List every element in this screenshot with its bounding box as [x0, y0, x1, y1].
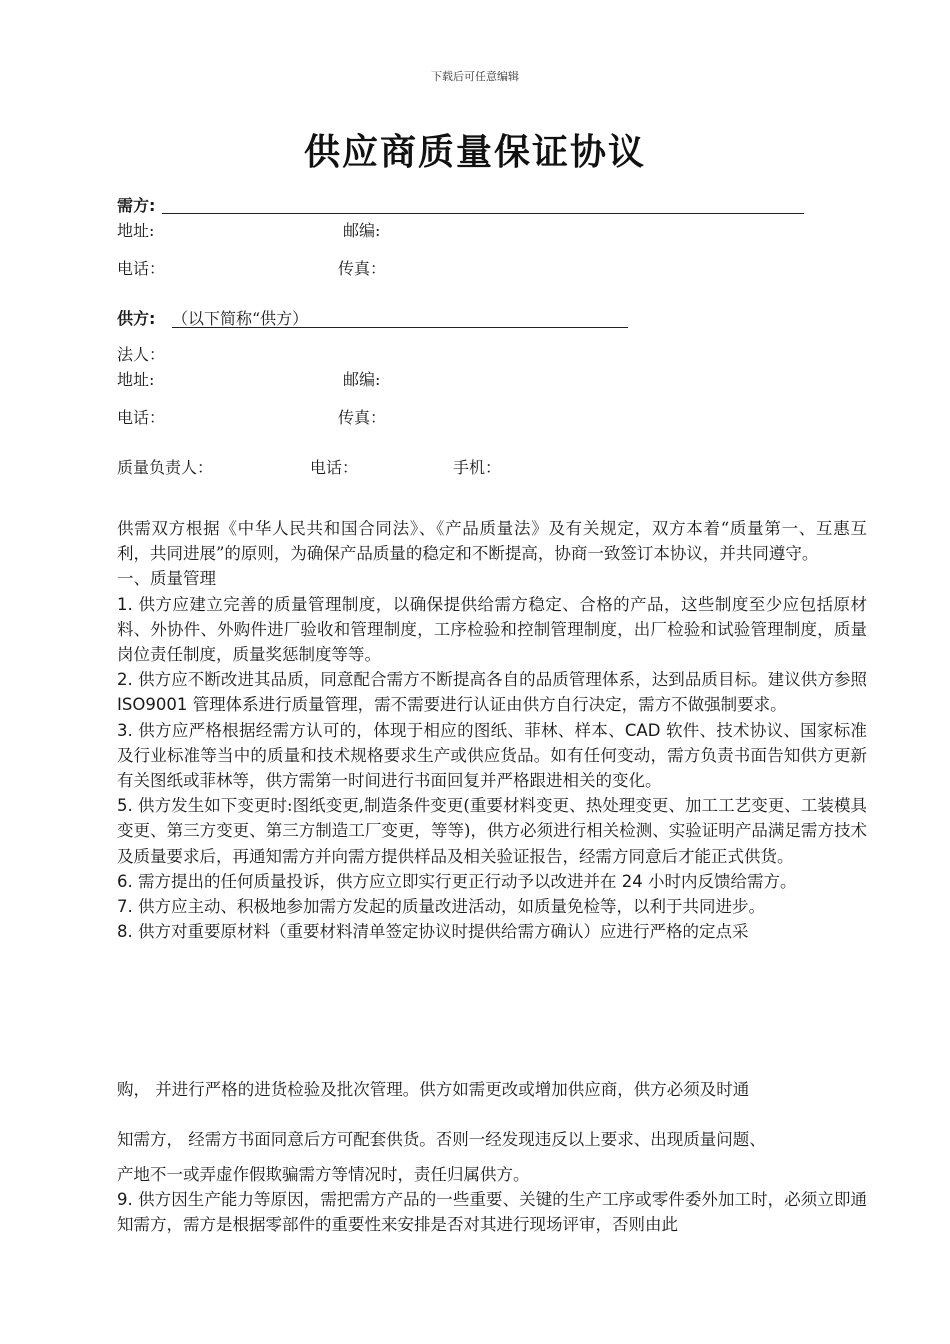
- supplier-colon: :: [149, 309, 156, 328]
- clause-8-line-4: 产地不一或弄虚作假欺骗需方等情况时，责任归属供方。: [117, 1165, 530, 1184]
- clause-9-number: 9.: [117, 1190, 133, 1209]
- supplier-postcode-label: 邮编:: [343, 370, 381, 389]
- clause-6-number: 6.: [117, 871, 133, 891]
- buyer-phone-label: 电话：: [117, 259, 166, 278]
- clause-7: [117, 894, 867, 919]
- clause-2-iso: ISO9001: [117, 695, 188, 715]
- quality-mobile-label: 手机：: [453, 458, 502, 477]
- clause-2-text-b: 管理体系进行质量管理，需不需要进行认证由供方自行决定，需方不做强制要求。: [192, 695, 787, 715]
- clause-1: [117, 592, 867, 668]
- clause-6-text-a: 需方提出的任何质量投诉，供方应立即实行更正行动予以改进并在: [138, 871, 617, 891]
- buyer-colon: :: [149, 196, 156, 215]
- supplier-label: 供方: [117, 309, 150, 328]
- clause-1-number: 1.: [117, 594, 133, 614]
- clause-1-text: 供方应建立完善的质量管理制度，以确保提供给需方稳定、合格的产品，这些制度至少应包括原材料、外协件、外购件进厂验收和管理制度，工序检验和控制管理制度，出厂检验和试验管理制度，质量岗位责任制度，质量奖惩制度等等。: [117, 594, 867, 665]
- clause-5: [117, 793, 867, 869]
- clause-6-text-b: 小时内反馈给需方。: [648, 871, 797, 891]
- clause-8-number: 8.: [117, 922, 133, 942]
- supplier-phone-label: 电话：: [117, 408, 166, 427]
- clause-3: [117, 718, 867, 794]
- clause-7-text: 供方应主动、积极地参加需方发起的质量改进活动，如质量免检等，以利于共同进步。: [138, 897, 765, 917]
- quality-phone-label: 电话：: [310, 458, 359, 477]
- clause-8-line-2: 购， 并进行严格的进货检验及批次管理。供方如需更改或增加供应商，供方必须及时通: [117, 1080, 750, 1099]
- clause-9: [117, 1187, 867, 1237]
- header-note: 下载后可任意编辑: [431, 70, 519, 83]
- clause-7-number: 7.: [117, 897, 133, 917]
- clause-3-number: 3.: [117, 720, 133, 740]
- clause-8-text-1: 供方对重要原材料（重要材料清单签定协议时提供给需方确认）应进行严格的定点采: [138, 922, 749, 942]
- section-1-title: 一、质量管理: [117, 569, 216, 589]
- clause-8-line-1: [117, 919, 867, 944]
- clause-5-text: 供方发生如下变更时:图纸变更,制造条件变更(重要材料变更、热处理变更、加工工艺变更、工装模具变更、第三方变更、第三方制造工厂变更，等等)，供方必须进行相关检测、实验证明产品满足需方技术及质量要求后，再通知需方并向需方提供样品及相关验证报告，经需方同意后才能正式供货。: [117, 796, 867, 866]
- clause-3-text-b: 软件、技术协议、国家标准及行业标准等当中的质量和技术规格要求生产或供应货品。如有任何变动，需方负责书面告知供方更新有关图纸或菲林等，供方需第一时间进行书面回复并严格跟进相关的变化。: [117, 720, 868, 791]
- supplier-fax-label: 传真：: [338, 408, 387, 427]
- buyer-postcode-label: 邮编:: [343, 221, 381, 240]
- buyer-line: [117, 196, 155, 216]
- clause-6-hours: 24: [621, 871, 643, 891]
- agreement-body: [117, 516, 867, 944]
- clause-3-cad: CAD: [624, 720, 661, 740]
- clause-3-text-a: 供方应严格根据经需方认可的，体现于相应的图纸、菲林、样本、: [138, 720, 625, 740]
- clause-8-line-3: 知需方， 经需方书面同意后方可配套供货。否则一经发现违反以上要求、出现质量问题、: [117, 1130, 766, 1149]
- supplier-legal-label: 法人：: [117, 345, 166, 364]
- supplier-name-underline: [172, 327, 628, 328]
- clause-2-text-a: 供方应不断改进其品质，同意配合需方不断提高各自的品质管理体系，达到品质目标。建议供方参照: [138, 670, 868, 690]
- buyer-fax-label: 传真：: [338, 259, 387, 278]
- supplier-address-label: 地址:: [117, 370, 155, 389]
- buyer-name-underline: [162, 213, 804, 214]
- supplier-line: [117, 309, 155, 329]
- clause-2-number: 2.: [117, 670, 133, 690]
- clause-6: [117, 869, 867, 894]
- quality-person-label: 质量负责人：: [117, 458, 214, 477]
- page-title: 供应商质量保证协议: [303, 132, 646, 173]
- buyer-address-label: 地址:: [117, 221, 155, 240]
- buyer-label: 需方: [117, 196, 150, 215]
- intro-paragraph: 供需双方根据《中华人民共和国合同法》、《产品质量法》及有关规定，双方本着“质量第一、互惠互利，共同进展”的原则，为确保产品质量的稳定和不断提高，协商一致签订本协议，并共同遵守。: [117, 519, 867, 564]
- clause-5-number: 5.: [117, 796, 133, 816]
- clause-9-text: 供方因生产能力等原因，需把需方产品的一些重要、关键的生产工序或零件委外加工时，必须立即通知需方，需方是根据零部件的重要性来安排是否对其进行现场评审，否则由此: [117, 1190, 868, 1235]
- supplier-short-name: （以下简称“供方）: [172, 309, 309, 328]
- clause-2: [117, 667, 867, 717]
